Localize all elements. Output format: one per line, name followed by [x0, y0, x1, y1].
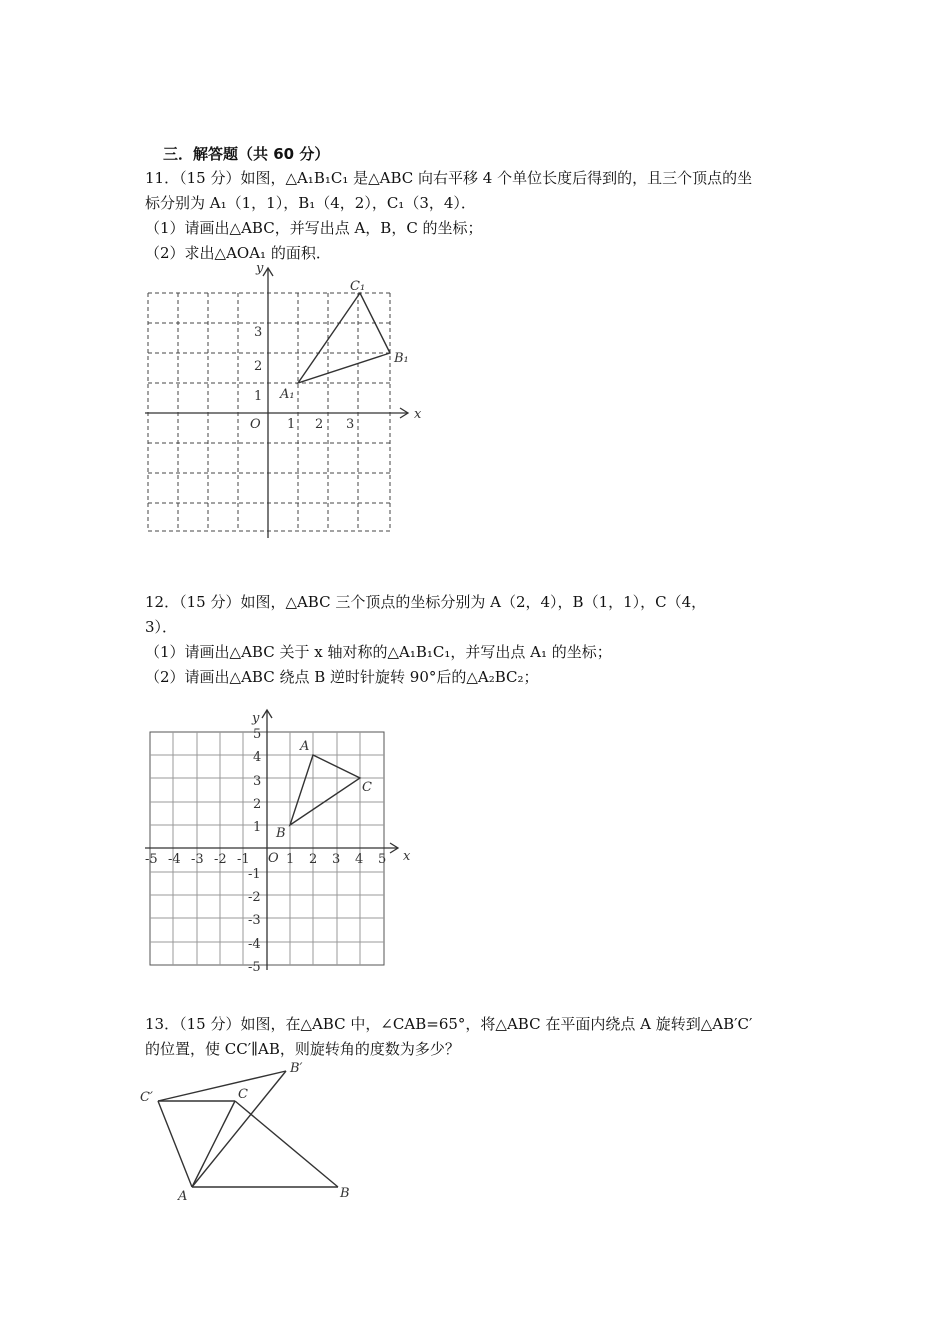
q11-triangle-a1b1c1: [298, 293, 390, 383]
q12-part1: （1）请画出△ABC 关于 x 轴对称的△A₁B₁C₁，并写出点 A₁ 的坐标；: [145, 643, 612, 661]
q12-xtick: -4: [168, 852, 181, 867]
q13-label-a: A: [178, 1189, 188, 1204]
q13-line1: 13．（15 分）如图，在△ABC 中，∠CAB=65°，将△ABC 在平面内绕点 A 旋转到△AB′C′: [145, 1015, 753, 1033]
q11-x-label: x: [414, 407, 422, 422]
q12-ytick: 5: [253, 727, 262, 742]
q12-ytick: -4: [248, 937, 261, 952]
q13-figure: [138, 1056, 368, 1206]
q12-part2: （2）请画出△ABC 绕点 B 逆时针旋转 90°后的△A₂BC₂；: [145, 668, 539, 686]
q11-figure: [140, 258, 440, 548]
q12-line1: 12．（15 分）如图，△ABC 三个顶点的坐标分别为 A（2，4），B（1，1），C（4，: [145, 593, 707, 611]
section-heading: 三．解答题（共 60 分）: [163, 145, 330, 163]
q11-xtick: 2: [315, 417, 324, 432]
q12-xtick: -5: [145, 852, 158, 867]
q13-label-c-prime: C′: [140, 1090, 153, 1105]
q12-origin: O: [268, 851, 279, 866]
q11-ytick: 1: [254, 389, 263, 404]
q12-xtick: 2: [309, 852, 318, 867]
q12-y-label: y: [252, 711, 260, 726]
q12-xtick: 4: [355, 852, 364, 867]
q12-ytick: -2: [248, 890, 261, 905]
q11-xtick: 3: [346, 417, 355, 432]
q12-ytick: -5: [248, 960, 261, 975]
q12-ytick: -1: [248, 867, 261, 882]
q13-line2: 的位置，使 CC′∥AB，则旋转角的度数为多少？: [145, 1040, 460, 1058]
q11-label-a1: A₁: [280, 387, 295, 402]
q13-label-b-prime: B′: [290, 1061, 303, 1076]
q13-segment-cb-prime: [158, 1071, 286, 1101]
q12-label-b: B: [276, 826, 286, 841]
q13-label-b: B: [340, 1186, 350, 1201]
q11-label-b1: B₁: [394, 351, 409, 366]
q12-ytick: -3: [248, 913, 261, 928]
q13-segment-ac: [192, 1101, 235, 1187]
q12-xtick: -3: [191, 852, 204, 867]
q13-label-c: C: [238, 1087, 248, 1102]
q11-ytick: 2: [254, 359, 263, 374]
q13-segment-ac-prime: [158, 1101, 192, 1187]
q12-xtick: 3: [332, 852, 341, 867]
q11-xtick: 1: [287, 417, 296, 432]
q11-label-c1: C₁: [350, 279, 366, 294]
q11-part2: （2）求出△AOA₁ 的面积．: [145, 244, 331, 262]
q12-xtick: 1: [286, 852, 295, 867]
q12-ytick: 2: [253, 797, 262, 812]
q12-xtick: -1: [237, 852, 250, 867]
q12-triangle-abc: [290, 755, 360, 825]
q12-ytick: 3: [253, 774, 262, 789]
q11-part1: （1）请画出△ABC，并写出点 A，B，C 的坐标；: [145, 219, 483, 237]
q11-origin: O: [250, 417, 261, 432]
q11-ytick: 3: [254, 325, 263, 340]
q12-label-a: A: [300, 739, 310, 754]
q11-line2: 标分别为 A₁（1，1），B₁（4，2），C₁（3，4）．: [145, 194, 476, 212]
q12-ytick: 4: [253, 750, 262, 765]
q12-label-c: C: [362, 780, 372, 795]
q11-line1: 11．（15 分）如图，△A₁B₁C₁ 是△ABC 向右平移 4 个单位长度后得到的，且三个顶点的坐: [145, 169, 753, 187]
q12-xtick: 5: [378, 852, 387, 867]
q12-line2: 3）．: [145, 618, 178, 636]
q11-grid: [148, 293, 390, 531]
q12-figure: [140, 705, 420, 975]
q12-ytick: 1: [253, 820, 262, 835]
q12-xtick: -2: [214, 852, 227, 867]
q12-x-label: x: [403, 849, 411, 864]
q11-y-label: y: [256, 261, 264, 276]
